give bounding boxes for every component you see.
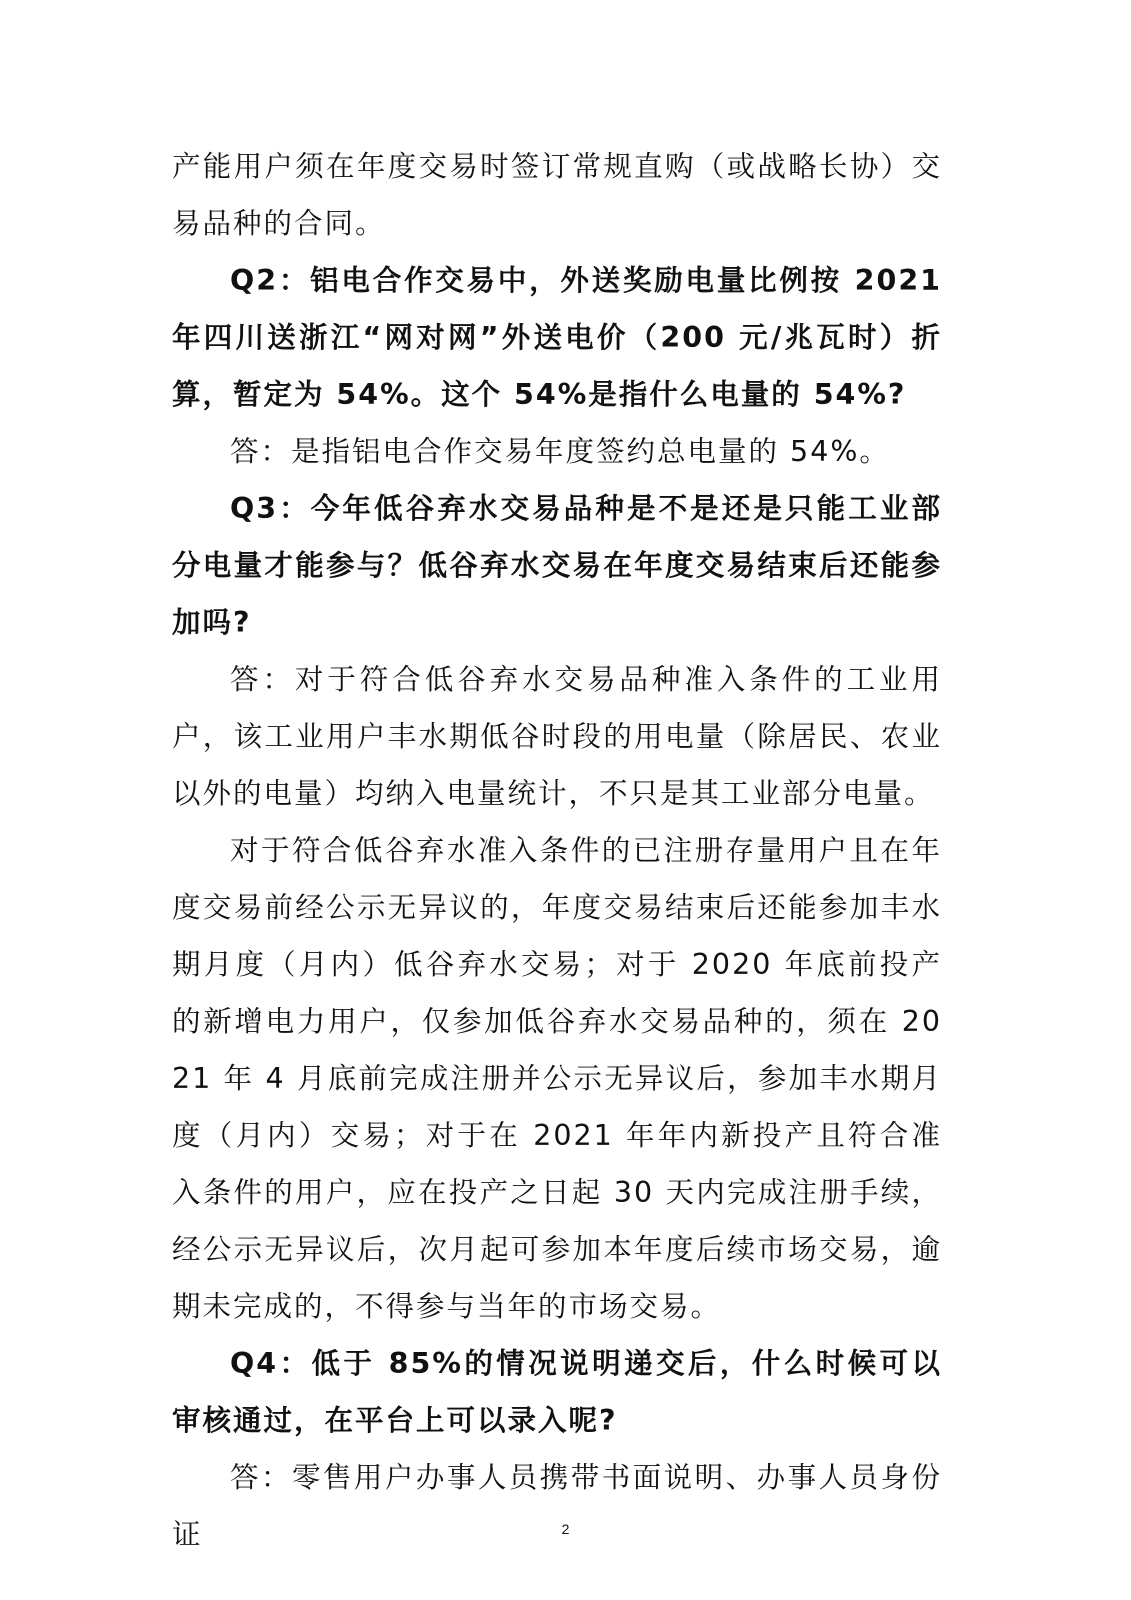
paragraph-continuation: 产能用户须在年度交易时签订常规直购（或战略长协）交易品种的合同。 [172,150,942,240]
answer-q4: 答：零售用户办事人员携带书面说明、办事人员身份证 [172,1461,942,1551]
question-q2: Q2：铝电合作交易中，外送奖励电量比例按 2021 年四川送浙江“网对网”外送电价（200 元/兆瓦时）折算，暂定为 54%。这个 54%是指什么电量的 54%? [172,264,942,411]
answer-q3-continued: 对于符合低谷弃水准入条件的已注册存量用户且在年度交易前经公示无异议的，年度交易结束后还能参加丰水期月度（月内）低谷弃水交易；对于 2020 年底前投产的新增电力用户，仅参加低谷弃水交易品种的，须在 2021 年 4 月底前完成注册并公示无异议后，参加丰水期月度（月内）交易；对于在 2021 年年内新投产且符合准入条件的用户，应在投产之日起 30 天内完成注册手续，经公示无异议后，次月起可参加本年度后续市场交易，逾期未完成的，不得参与当年的市场交易。 [172,834,942,1323]
question-q3: Q3：今年低谷弃水交易品种是不是还是只能工业部分电量才能参与？低谷弃水交易在年度交易结束后还能参加吗? [172,492,942,639]
answer-q2: 答：是指铝电合作交易年度签约总电量的 54%。 [230,435,890,468]
page-number: 2 [561,1521,570,1537]
question-q4: Q4：低于 85%的情况说明递交后，什么时候可以审核通过，在平台上可以录入呢? [172,1347,942,1437]
document-body [172,138,942,1563]
answer-q3: 答：对于符合低谷弃水交易品种准入条件的工业用户，该工业用户丰水期低谷时段的用电量（除居民、农业以外的电量）均纳入电量统计，不只是其工业部分电量。 [172,663,942,810]
